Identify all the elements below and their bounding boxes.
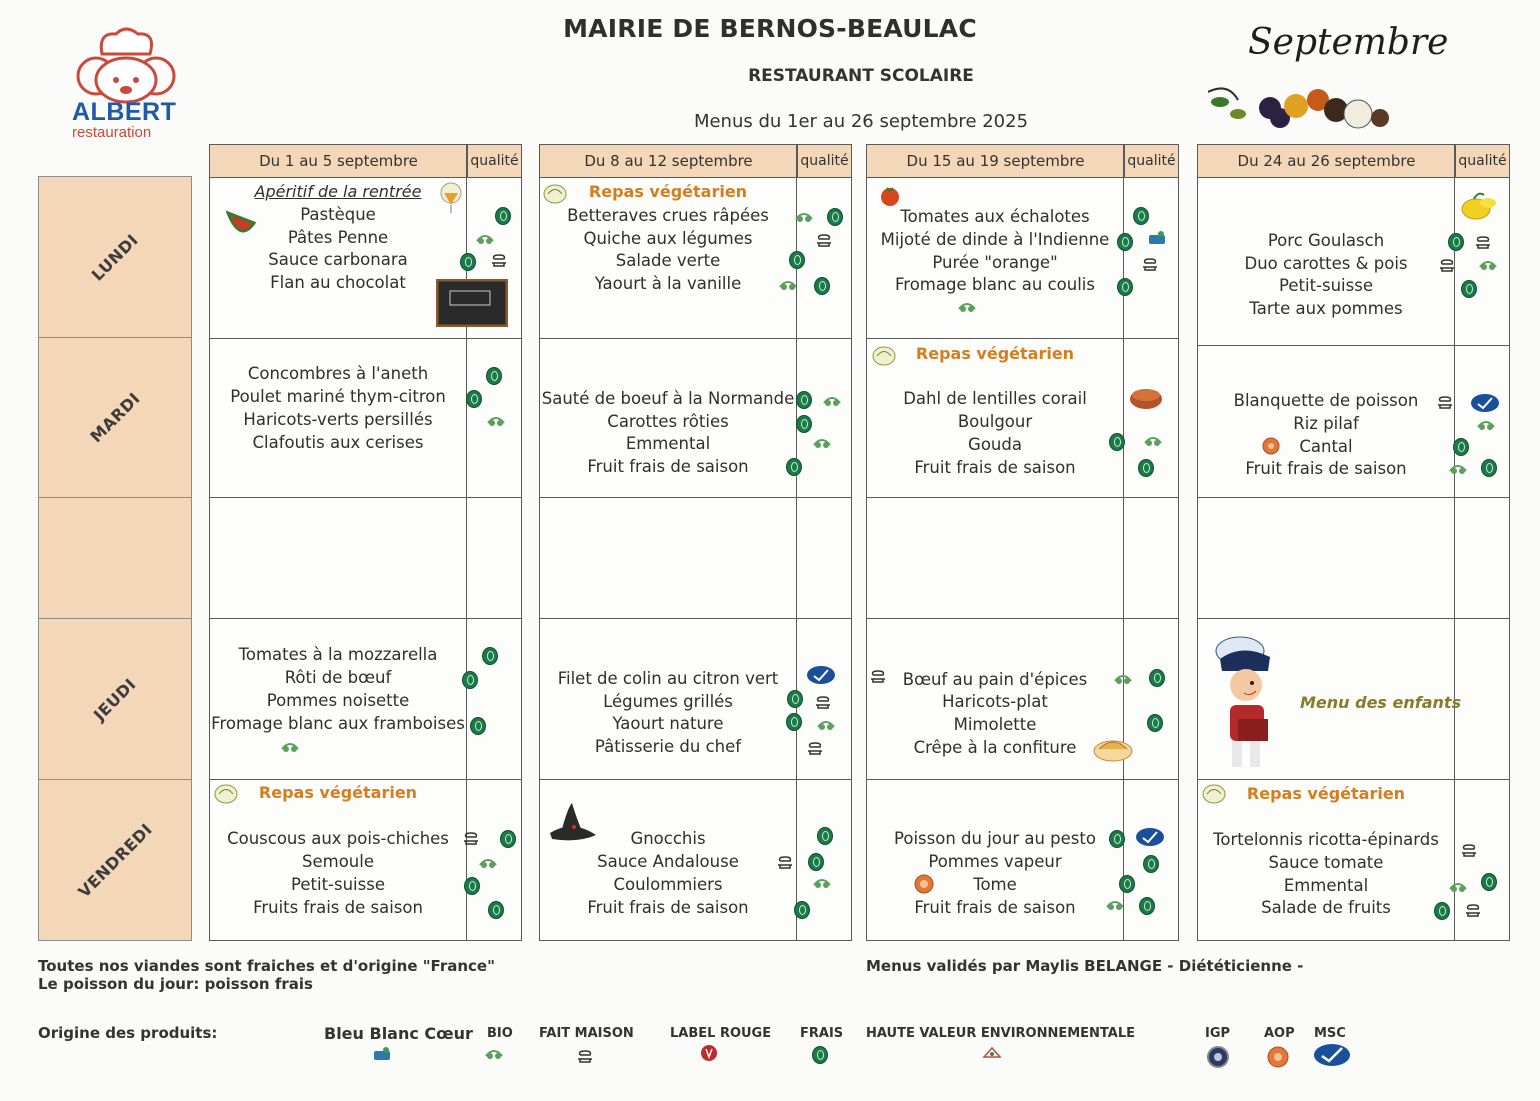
menu-item: Petit-suisse <box>1279 276 1373 295</box>
frais-icon <box>1147 714 1163 732</box>
frais-icon <box>1109 433 1125 451</box>
menu-item: Tomates à la mozzarella <box>238 645 438 664</box>
msc-icon <box>1312 1042 1352 1068</box>
menu-item: Cantal <box>1299 437 1353 456</box>
menu-item: Quiche aux légumes <box>583 229 753 248</box>
menu-item: Fruit frais de saison <box>914 898 1076 917</box>
week-range: Du 24 au 26 septembre <box>1198 145 1456 177</box>
meat-origin-note: Toutes nos viandes sont fraiches et d'origine "France" <box>38 957 495 975</box>
week-header <box>540 145 851 178</box>
msc-icon <box>1135 827 1165 847</box>
igp-icon <box>1206 1045 1230 1069</box>
menu-item: Poulet mariné thym-citron <box>230 387 446 406</box>
week-column-2 <box>539 144 852 941</box>
month-decoration <box>1208 22 1449 132</box>
menu-item: Fruit frais de saison <box>587 457 749 476</box>
fait-maison-icon <box>776 855 794 869</box>
menu-item: Yaourt nature <box>612 714 724 733</box>
week-column-1 <box>209 144 522 941</box>
vegetarian-tag: Repas végétarien <box>588 182 748 201</box>
logo-brand: ALBERT <box>72 98 177 126</box>
frais-icon <box>1461 280 1477 298</box>
frais-icon <box>1117 233 1133 251</box>
validation-note: Menus validés par Maylis BELANGE - Diététicienne - <box>866 957 1304 975</box>
week-header <box>1198 145 1509 178</box>
day-label-jeudi: JEUDI <box>38 618 192 780</box>
frais-icon <box>495 207 511 225</box>
cocktail-glass-icon <box>436 181 466 215</box>
frais-icon <box>1133 207 1149 225</box>
fait-maison-icon <box>806 741 824 755</box>
week-header <box>210 145 521 178</box>
menu-item: Gouda <box>968 435 1022 454</box>
legend-label: HAUTE VALEUR ENVIRONNEMENTALE <box>866 1026 1136 1041</box>
fait-maison-icon <box>814 695 832 709</box>
quality-header: qualité <box>1458 153 1507 169</box>
frais-icon <box>460 253 476 271</box>
bio-icon <box>812 435 832 449</box>
menu-item: Sauce Andalouse <box>597 852 739 871</box>
day-label-mardi: MARDI <box>38 337 192 498</box>
chalkboard-icon <box>436 279 508 327</box>
fait-maison-icon <box>576 1049 596 1065</box>
legend-label: Bleu Blanc Cœur <box>324 1024 473 1043</box>
frais-icon <box>1119 875 1135 893</box>
frais-icon <box>1117 278 1133 296</box>
msc-icon <box>806 665 836 685</box>
menu-item: Tortelonnis ricotta-épinards <box>1213 830 1439 849</box>
fish-note: Le poisson du jour: poisson frais <box>38 975 313 993</box>
frais-icon <box>1109 830 1125 848</box>
fait-maison-icon <box>1141 257 1159 271</box>
menu-item: Clafoutis aux cerises <box>252 433 424 452</box>
menu-item: Tome <box>973 875 1017 894</box>
menu-item: Blanquette de poisson <box>1233 391 1419 410</box>
frais-icon <box>1434 902 1450 920</box>
week-column-4 <box>1197 144 1510 941</box>
legend-label: AOP <box>1264 1026 1295 1041</box>
watermelon-icon <box>226 203 256 237</box>
menu-item: Carottes rôties <box>607 412 729 431</box>
menu-item: Fruit frais de saison <box>587 898 749 917</box>
lemon-icon <box>1456 189 1500 223</box>
menu-item: Dahl de lentilles corail <box>903 389 1087 408</box>
menu-item: Sauce carbonara <box>268 250 408 269</box>
menu-item: Coulommiers <box>613 875 723 894</box>
menu-item: Mijoté de dinde à l'Indienne <box>880 230 1110 249</box>
vegetarian-tag: Repas végétarien <box>258 783 418 802</box>
vegetarian-tag: Repas végétarien <box>1246 784 1406 803</box>
month-title: Septembre <box>1248 22 1449 63</box>
frais-icon <box>786 458 802 476</box>
menu-item: Fruit frais de saison <box>1245 459 1407 478</box>
kid-chef-icon <box>1210 633 1282 773</box>
bio-icon <box>1143 433 1163 447</box>
bio-icon <box>1476 417 1496 431</box>
vegetarian-icon <box>542 181 568 205</box>
frais-icon <box>787 690 803 708</box>
menu-item: Crêpe à la confiture <box>913 738 1077 757</box>
frais-icon <box>482 647 498 665</box>
legend-label: MSC <box>1314 1026 1346 1041</box>
frais-icon <box>1138 459 1154 477</box>
menu-item: Couscous aux pois-chiches <box>227 829 449 848</box>
menu-item: Salade verte <box>615 251 721 270</box>
fait-maison-icon <box>1436 395 1454 409</box>
lentil-dish-icon <box>1129 381 1163 411</box>
fait-maison-icon <box>1438 258 1456 272</box>
bio-icon <box>812 875 832 889</box>
frais-icon <box>462 671 478 689</box>
menu-item: Purée "orange" <box>932 253 1058 272</box>
label-rouge-icon <box>700 1043 718 1063</box>
menu-item: Tarte aux pommes <box>1249 299 1403 318</box>
frais-icon <box>814 277 830 295</box>
frais-icon <box>1143 855 1159 873</box>
autumn-fruits-icon <box>1208 22 1418 132</box>
quality-header: qualité <box>800 153 849 169</box>
frais-icon <box>796 415 812 433</box>
menu-item: Gnocchis <box>630 829 706 848</box>
frais-icon <box>794 901 810 919</box>
legend-label: FAIT MAISON <box>539 1026 634 1041</box>
menu-item: Rôti de bœuf <box>284 668 392 687</box>
frais-icon <box>812 1046 828 1064</box>
menu-item: Sauce tomate <box>1268 853 1384 872</box>
kids-menu-label: Menu des enfants <box>1300 693 1462 712</box>
tomato-icon <box>879 185 901 207</box>
frais-icon <box>1139 897 1155 915</box>
menu-period: Menus du 1er au 26 septembre 2025 <box>693 111 1029 132</box>
bio-icon <box>1448 879 1468 893</box>
legend-label: FRAIS <box>800 1026 844 1041</box>
menu-item: Semoule <box>302 852 374 871</box>
menu-tag: Apéritif de la rentrée <box>254 182 422 201</box>
frais-icon <box>789 251 805 269</box>
menu-item: Haricots-verts persillés <box>243 410 433 429</box>
menu-item: Betteraves crues râpées <box>567 206 769 225</box>
menu-item: Flan au chocolat <box>270 273 406 292</box>
hat-icon <box>548 799 598 845</box>
bio-icon <box>957 299 977 313</box>
menu-item: Haricots-plat <box>942 692 1048 711</box>
menu-item: Pâtes Penne <box>287 228 389 247</box>
menu-item: Pâtisserie du chef <box>594 737 742 756</box>
bio-icon <box>822 393 842 407</box>
menu-item: Pastèque <box>300 205 376 224</box>
logo-subtitle: restauration <box>72 124 152 141</box>
frais-icon <box>470 717 486 735</box>
menu-item: Salade de fruits <box>1261 898 1391 917</box>
frais-icon <box>1481 873 1497 891</box>
frais-icon <box>1149 669 1165 687</box>
menu-item: Fromage blanc au coulis <box>894 275 1095 294</box>
fait-maison-icon <box>490 253 508 267</box>
legend-label: IGP <box>1205 1026 1231 1041</box>
frais-icon <box>466 390 482 408</box>
menu-item: Emmental <box>1283 876 1369 895</box>
legend-label: LABEL ROUGE <box>670 1026 772 1041</box>
week-column-3 <box>866 144 1179 941</box>
frais-icon <box>1481 459 1497 477</box>
frais-icon <box>486 367 502 385</box>
bio-icon <box>1448 461 1468 475</box>
bio-icon <box>1478 257 1498 271</box>
bio-icon <box>1105 897 1125 911</box>
bleu-blanc-coeur-icon <box>1147 229 1167 245</box>
bio-icon <box>475 231 495 245</box>
quality-header: qualité <box>1127 153 1176 169</box>
hve-icon <box>982 1045 1002 1061</box>
fait-maison-icon <box>1460 843 1478 857</box>
vegetarian-tag: Repas végétarien <box>915 344 1075 363</box>
frais-icon <box>827 208 843 226</box>
bio-icon <box>794 209 814 223</box>
menu-item: Emmental <box>625 434 711 453</box>
menu-item: Légumes grillés <box>603 692 733 711</box>
menu-item: Boulgour <box>957 412 1033 431</box>
aop-icon <box>913 873 935 895</box>
page-title: MAIRIE DE BERNOS-BEAULAC <box>563 14 977 43</box>
vegetarian-icon <box>871 343 897 367</box>
fait-maison-icon <box>869 669 887 683</box>
quality-header: qualité <box>470 153 519 169</box>
menu-item: Fromage blanc aux framboises <box>211 714 465 733</box>
menu-item: Tomates aux échalotes <box>900 207 1090 226</box>
legend-label: BIO <box>487 1026 513 1041</box>
week-range: Du 1 au 5 septembre <box>210 145 468 177</box>
bio-icon <box>1113 671 1133 685</box>
frais-icon <box>488 901 504 919</box>
bio-icon <box>816 717 836 731</box>
frais-icon <box>500 830 516 848</box>
week-range: Du 8 au 12 septembre <box>540 145 798 177</box>
menu-item: Riz pilaf <box>1293 414 1359 433</box>
vegetarian-icon <box>213 781 239 805</box>
fait-maison-icon <box>462 831 480 845</box>
bio-icon <box>280 739 300 753</box>
fait-maison-icon <box>1474 235 1492 249</box>
bio-icon <box>484 1046 506 1062</box>
day-label-mercredi <box>38 497 192 619</box>
aop-cheese-icon <box>1260 435 1282 457</box>
bio-icon <box>478 855 498 869</box>
vegetarian-icon <box>1201 781 1227 805</box>
menu-item: Porc Goulasch <box>1267 231 1385 250</box>
day-label-vendredi: VENDREDI <box>38 779 192 941</box>
crepe-icon <box>1093 729 1133 763</box>
page-subtitle: RESTAURANT SCOLAIRE <box>748 66 974 86</box>
aop-icon <box>1266 1045 1290 1069</box>
menu-item: Petit-suisse <box>291 875 385 894</box>
day-label-lundi: LUNDI <box>38 176 192 338</box>
menu-item: Fruits frais de saison <box>253 898 423 917</box>
menu-item: Mimolette <box>953 715 1037 734</box>
week-range: Du 15 au 19 septembre <box>867 145 1125 177</box>
menu-item: Yaourt à la vanille <box>594 274 742 293</box>
menu-item: Poisson du jour au pesto <box>894 829 1096 848</box>
frais-icon <box>1448 233 1464 251</box>
menu-item: Duo carottes & pois <box>1244 254 1408 273</box>
frais-icon <box>1453 438 1469 456</box>
frais-icon <box>808 853 824 871</box>
bio-icon <box>486 413 506 427</box>
frais-icon <box>817 827 833 845</box>
msc-icon <box>1470 393 1500 413</box>
bleu-blanc-coeur-icon <box>372 1045 394 1063</box>
menu-item: Filet de colin au citron vert <box>557 669 779 688</box>
menu-item: Pommes noisette <box>266 691 410 710</box>
menu-item: Fruit frais de saison <box>914 458 1076 477</box>
fait-maison-icon <box>815 233 833 247</box>
bio-icon <box>778 277 798 291</box>
legend-title: Origine des produits: <box>38 1024 218 1042</box>
frais-icon <box>796 391 812 409</box>
menu-item: Concombres à l'aneth <box>247 364 429 383</box>
week-header <box>867 145 1178 178</box>
fait-maison-icon <box>1464 903 1482 917</box>
frais-icon <box>464 877 480 895</box>
menu-item: Bœuf au pain d'épices <box>902 670 1088 689</box>
menu-item: Sauté de boeuf à la Normande <box>541 389 795 408</box>
menu-item: Pommes vapeur <box>928 852 1062 871</box>
frais-icon <box>786 713 802 731</box>
